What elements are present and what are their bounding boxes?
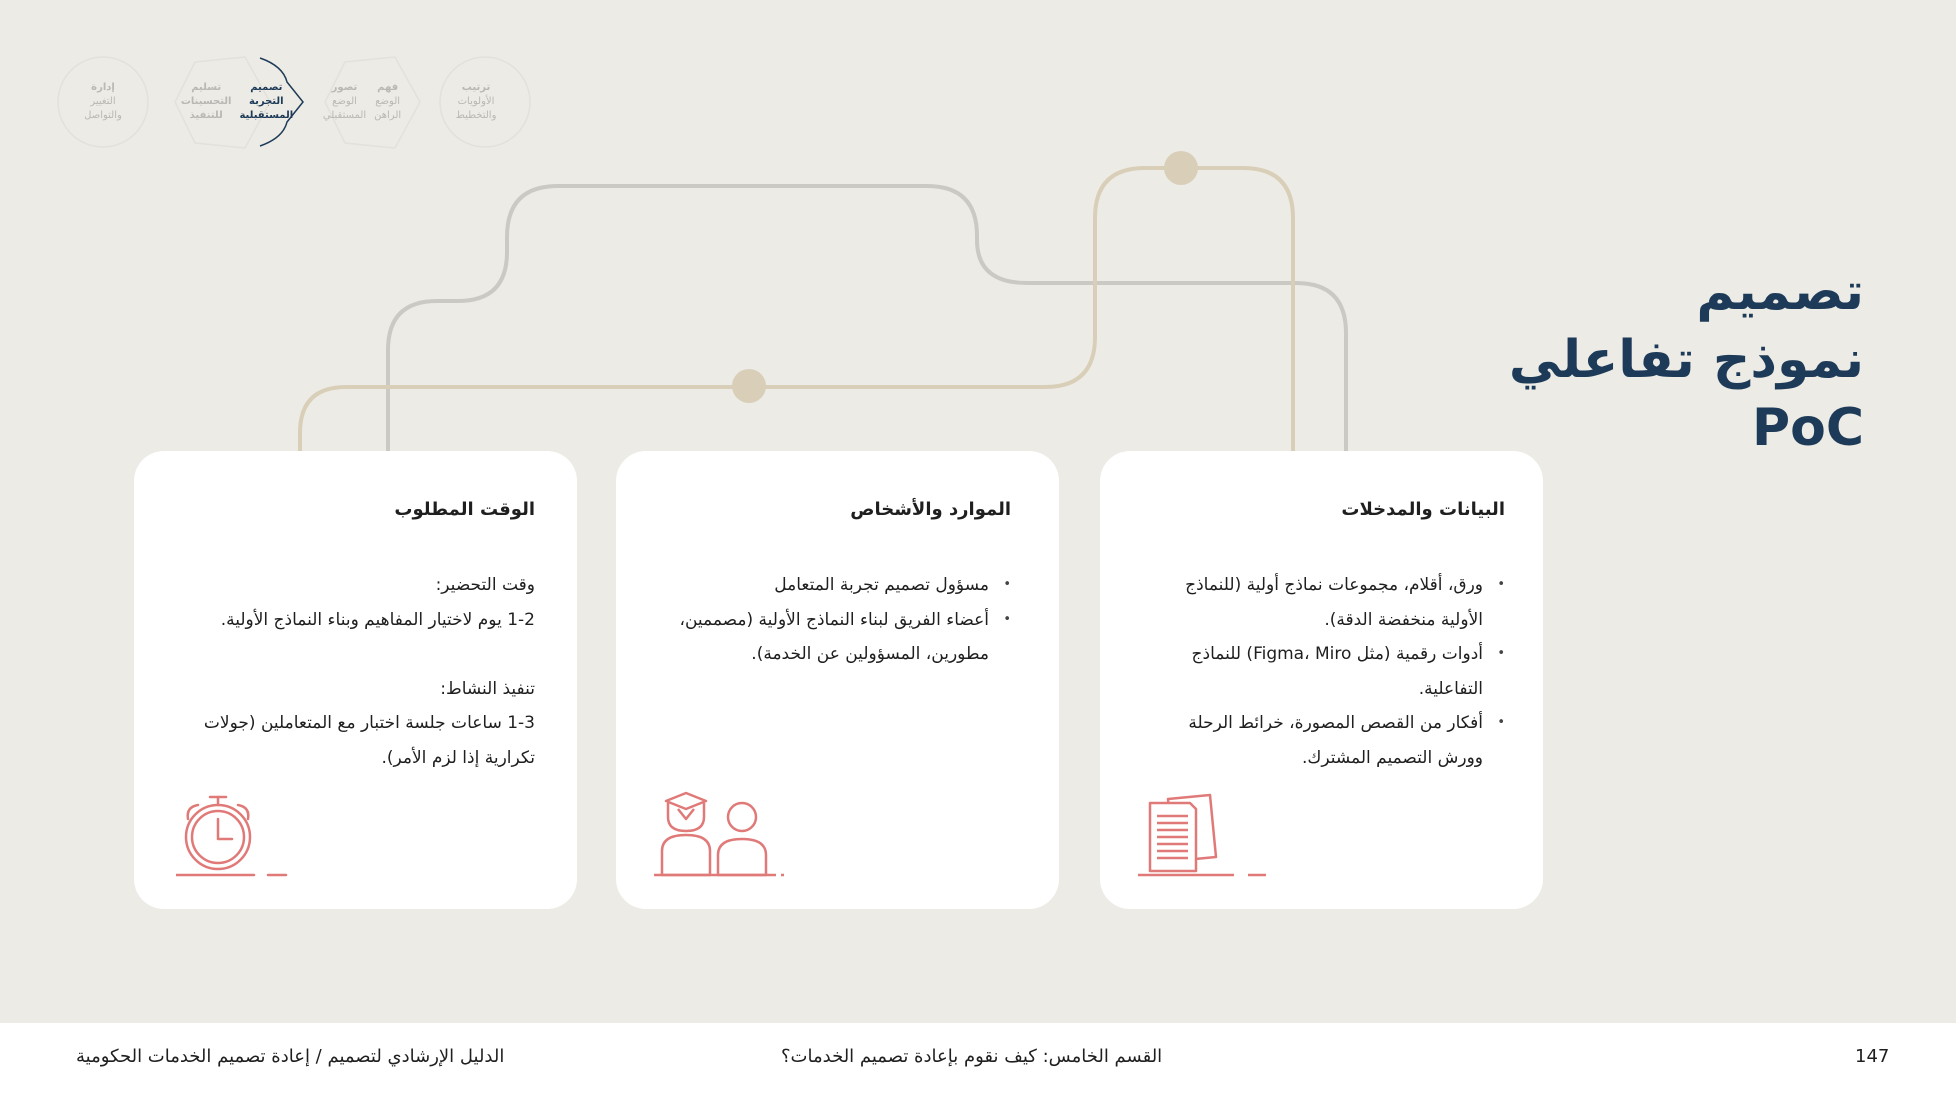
step-envision-future: تصور الوضع المستقبلي <box>322 82 367 121</box>
card-data-inputs <box>1100 451 1543 909</box>
page-footer <box>0 1023 1956 1100</box>
card-list <box>654 568 1011 672</box>
list-item: • أفكار من القصص المصورة، خرائط الرحلة وورش التصميم المشترك. <box>1138 706 1505 775</box>
page-title <box>1509 258 1864 462</box>
title-line-3: PoC <box>1752 398 1864 458</box>
step-understand-current: فهم الوضع الراهن <box>374 82 402 121</box>
step-deliver-improvements: تسليم التحسينات للتنفيذ <box>180 82 232 121</box>
connector-node <box>1164 151 1198 185</box>
step-design-deliver[interactable] <box>167 56 307 148</box>
process-stepper <box>55 52 545 157</box>
exec-label: تنفيذ النشاط: <box>440 678 535 699</box>
list-item: • أدوات رقمية (مثل Figma، Miro) للنماذج التفاعلية. <box>1138 637 1505 706</box>
card-resources-people <box>616 451 1059 909</box>
exec-value: 1-3 ساعات جلسة اختبار مع المتعاملين (جولات تكرارية إذا لزم الأمر). <box>203 713 535 768</box>
step-design-future-active: تصميم التجربة المستقبلية <box>239 82 294 121</box>
list-item: • أعضاء الفريق لبناء النماذج الأولية (مصممين، مطورين، المسؤولين عن الخدمة). <box>654 603 1011 672</box>
documents-icon <box>1138 789 1268 879</box>
step-understand-envision[interactable] <box>292 56 432 148</box>
step-change-management[interactable]: إدارة التغيير والتواصل <box>84 82 122 121</box>
card-time-required <box>134 451 577 909</box>
footer-guide-title: الدليل الإرشادي لتصميم / إعادة تصميم الخدمات الحكومية <box>76 1046 505 1067</box>
step-prioritize-plan[interactable]: ترتيب الأولويات والتخطيط <box>455 82 497 121</box>
time-details <box>172 568 535 775</box>
list-item: • ورق، أقلام، مجموعات نماذج أولية (للنماذج الأولية منخفضة الدقة). <box>1138 568 1505 637</box>
prep-label: وقت التحضير: <box>435 575 535 595</box>
page-number: 147 <box>1855 1046 1890 1067</box>
card-heading: الوقت المطلوب <box>394 499 535 520</box>
card-heading: الموارد والأشخاص <box>850 499 1011 520</box>
list-item: • مسؤول تصميم تجربة المتعامل <box>654 568 1011 603</box>
stopwatch-icon <box>176 789 306 879</box>
title-line-2: نموذج تفاعلي <box>1508 330 1864 390</box>
connector-grey-line <box>388 186 1346 451</box>
title-line-1: تصميم <box>1696 262 1864 322</box>
footer-section-title: القسم الخامس: كيف نقوم بإعادة تصميم الخدمات؟ <box>781 1046 1163 1067</box>
card-list <box>1138 568 1505 775</box>
connector-tan-line <box>300 168 1293 451</box>
connector-node <box>732 369 766 403</box>
card-heading: البيانات والمدخلات <box>1341 499 1505 520</box>
prep-value: 1-2 يوم لاختيار المفاهيم وبناء النماذج الأولية. <box>220 609 535 630</box>
people-icon <box>654 789 784 879</box>
